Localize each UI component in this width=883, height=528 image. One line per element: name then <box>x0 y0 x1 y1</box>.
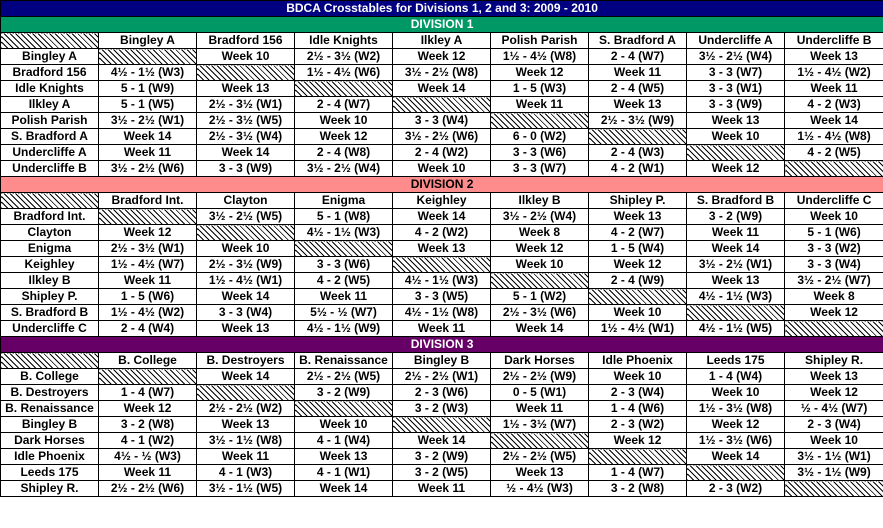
row-header: Polish Parish <box>1 113 99 129</box>
result-cell: 2½ - 3½ (W6) <box>491 305 589 321</box>
result-cell: 3½ - 2½ (W4) <box>295 161 393 177</box>
row-header: Undercliffe B <box>1 161 99 177</box>
self-cell <box>589 449 687 465</box>
result-cell: 1½ - 4½ (W2) <box>99 305 197 321</box>
result-cell: Week 11 <box>295 289 393 305</box>
result-cell: 3 - 3 (W6) <box>295 257 393 273</box>
division-banner-row <box>1 17 883 33</box>
table-row <box>1 401 883 417</box>
result-cell: Week 12 <box>687 161 785 177</box>
row-header: Bradford Int. <box>1 209 99 225</box>
result-cell: Week 14 <box>99 129 197 145</box>
result-cell: 2 - 4 (W7) <box>589 49 687 65</box>
row-header: Bingley B <box>1 417 99 433</box>
result-cell: 3 - 2 (W9) <box>687 209 785 225</box>
result-cell: Week 14 <box>785 113 883 129</box>
row-header: Idle Phoenix <box>1 449 99 465</box>
result-cell: 1½ - 4½ (W2) <box>785 65 883 81</box>
result-cell: Week 10 <box>295 113 393 129</box>
result-cell: Week 10 <box>687 385 785 401</box>
division-title: DIVISION 1 <box>1 17 883 33</box>
table-row <box>1 481 883 497</box>
division-title: DIVISION 3 <box>1 337 883 353</box>
self-cell <box>785 321 883 337</box>
column-header: Shipley P. <box>589 193 687 209</box>
crosstable-body <box>1 1 883 497</box>
column-header: Undercliffe C <box>785 193 883 209</box>
result-cell: 2½ - 3½ (W5) <box>197 113 295 129</box>
division-header-row <box>1 193 883 209</box>
row-header: Bingley A <box>1 49 99 65</box>
result-cell: 3½ - 1½ (W1) <box>785 449 883 465</box>
result-cell: 3½ - 2½ (W6) <box>99 161 197 177</box>
result-cell: Week 10 <box>785 209 883 225</box>
table-row <box>1 161 883 177</box>
self-cell <box>687 305 785 321</box>
division-banner-row <box>1 337 883 353</box>
result-cell: 1½ - 4½ (W1) <box>197 273 295 289</box>
row-header: Keighley <box>1 257 99 273</box>
result-cell: 1 - 4 (W6) <box>589 401 687 417</box>
row-header: Enigma <box>1 241 99 257</box>
result-cell: Week 14 <box>295 481 393 497</box>
result-cell: 1½ - 3½ (W8) <box>687 401 785 417</box>
result-cell: 3 - 3 (W7) <box>687 65 785 81</box>
column-header: Shipley R. <box>785 353 883 369</box>
result-cell: 4 - 2 (W2) <box>393 225 491 241</box>
self-cell <box>785 481 883 497</box>
table-row <box>1 449 883 465</box>
result-cell: 5 - 1 (W8) <box>295 209 393 225</box>
column-header: Ilkley A <box>393 33 491 49</box>
self-cell <box>295 241 393 257</box>
column-header: Enigma <box>295 193 393 209</box>
result-cell: Week 12 <box>785 305 883 321</box>
result-cell: Week 14 <box>393 209 491 225</box>
result-cell: Week 10 <box>295 417 393 433</box>
result-cell: 2½ - 3½ (W4) <box>197 129 295 145</box>
table-row <box>1 97 883 113</box>
self-cell <box>197 385 295 401</box>
column-header: Leeds 175 <box>687 353 785 369</box>
result-cell: 2½ - 2½ (W6) <box>99 481 197 497</box>
result-cell: 3 - 2 (W8) <box>589 481 687 497</box>
self-cell <box>99 369 197 385</box>
result-cell: Week 13 <box>687 113 785 129</box>
result-cell: 2½ - 3½ (W1) <box>197 97 295 113</box>
result-cell: 2 - 4 (W5) <box>589 81 687 97</box>
result-cell: 4½ - 1½ (W9) <box>295 321 393 337</box>
result-cell: Week 13 <box>589 209 687 225</box>
result-cell: 4 - 2 (W7) <box>589 225 687 241</box>
corner-cell <box>1 193 99 209</box>
result-cell: 2 - 3 (W2) <box>687 481 785 497</box>
result-cell: 3 - 3 (W6) <box>491 145 589 161</box>
result-cell: Week 11 <box>589 65 687 81</box>
table-row <box>1 433 883 449</box>
column-header: B. Destroyers <box>197 353 295 369</box>
result-cell: 2½ - 3½ (W9) <box>589 113 687 129</box>
result-cell: Week 11 <box>393 481 491 497</box>
row-header: Ilkley A <box>1 97 99 113</box>
result-cell: Week 11 <box>393 321 491 337</box>
column-header: B. College <box>99 353 197 369</box>
self-cell <box>491 273 589 289</box>
result-cell: Week 11 <box>99 273 197 289</box>
self-cell <box>393 257 491 273</box>
result-cell: 5 - 1 (W6) <box>785 225 883 241</box>
result-cell: Week 12 <box>785 385 883 401</box>
column-header: Bradford 156 <box>197 33 295 49</box>
result-cell: ½ - 4½ (W3) <box>491 481 589 497</box>
result-cell: 4½ - 1½ (W5) <box>687 321 785 337</box>
result-cell: 4 - 1 (W1) <box>295 465 393 481</box>
table-row <box>1 273 883 289</box>
result-cell: ½ - 4½ (W7) <box>785 401 883 417</box>
result-cell: Week 12 <box>393 49 491 65</box>
result-cell: 2 - 4 (W9) <box>589 273 687 289</box>
column-header: Clayton <box>197 193 295 209</box>
result-cell: 5 - 1 (W2) <box>491 289 589 305</box>
table-row <box>1 145 883 161</box>
result-cell: 2½ - 2½ (W2) <box>197 401 295 417</box>
result-cell: Week 10 <box>197 49 295 65</box>
result-cell: 3½ - 2½ (W5) <box>197 209 295 225</box>
result-cell: 2 - 3 (W6) <box>393 385 491 401</box>
result-cell: 3 - 3 (W9) <box>197 161 295 177</box>
result-cell: 3½ - 2½ (W1) <box>687 257 785 273</box>
result-cell: 3½ - 2½ (W7) <box>785 273 883 289</box>
result-cell: Week 10 <box>785 433 883 449</box>
result-cell: Week 13 <box>197 321 295 337</box>
result-cell: Week 12 <box>295 129 393 145</box>
result-cell: 3½ - 2½ (W4) <box>687 49 785 65</box>
result-cell: Week 11 <box>197 449 295 465</box>
result-cell: Week 14 <box>687 449 785 465</box>
division-banner-row <box>1 177 883 193</box>
table-row <box>1 209 883 225</box>
result-cell: 1 - 5 (W6) <box>99 289 197 305</box>
self-cell <box>589 129 687 145</box>
column-header: S. Bradford A <box>589 33 687 49</box>
result-cell: Week 12 <box>589 257 687 273</box>
result-cell: 4½ - 1½ (W3) <box>295 225 393 241</box>
result-cell: 3½ - 2½ (W8) <box>393 65 491 81</box>
result-cell: Week 14 <box>197 369 295 385</box>
table-row <box>1 257 883 273</box>
result-cell: Week 13 <box>197 81 295 97</box>
result-cell: 4 - 1 (W4) <box>295 433 393 449</box>
column-header: Undercliffe B <box>785 33 883 49</box>
result-cell: 2 - 3 (W4) <box>785 417 883 433</box>
result-cell: 2½ - 2½ (W5) <box>295 369 393 385</box>
self-cell <box>295 401 393 417</box>
corner-cell <box>1 353 99 369</box>
self-cell <box>687 465 785 481</box>
result-cell: 1 - 4 (W7) <box>589 465 687 481</box>
row-header: Shipley P. <box>1 289 99 305</box>
self-cell <box>393 97 491 113</box>
row-header: Bradford 156 <box>1 65 99 81</box>
result-cell: 4½ - 1½ (W3) <box>99 65 197 81</box>
result-cell: 5½ - ½ (W7) <box>295 305 393 321</box>
result-cell: 3 - 3 (W9) <box>687 97 785 113</box>
result-cell: 3 - 3 (W4) <box>393 113 491 129</box>
self-cell <box>295 81 393 97</box>
result-cell: Week 12 <box>99 401 197 417</box>
division-title: DIVISION 2 <box>1 177 883 193</box>
self-cell <box>99 209 197 225</box>
result-cell: 2½ - 2½ (W9) <box>491 369 589 385</box>
result-cell: Week 10 <box>491 257 589 273</box>
column-header: Idle Phoenix <box>589 353 687 369</box>
result-cell: Week 12 <box>687 417 785 433</box>
result-cell: Week 14 <box>687 241 785 257</box>
result-cell: Week 11 <box>785 81 883 97</box>
row-header: B. Destroyers <box>1 385 99 401</box>
result-cell: 3½ - 2½ (W1) <box>99 113 197 129</box>
row-header: Undercliffe A <box>1 145 99 161</box>
result-cell: Week 8 <box>785 289 883 305</box>
column-header: Ilkley B <box>491 193 589 209</box>
result-cell: Week 13 <box>589 97 687 113</box>
result-cell: 1½ - 3½ (W7) <box>491 417 589 433</box>
result-cell: Week 11 <box>491 401 589 417</box>
result-cell: Week 13 <box>491 465 589 481</box>
result-cell: 2 - 4 (W4) <box>99 321 197 337</box>
result-cell: 1 - 5 (W3) <box>491 81 589 97</box>
row-header: Undercliffe C <box>1 321 99 337</box>
result-cell: 4 - 1 (W3) <box>197 465 295 481</box>
result-cell: Week 14 <box>491 321 589 337</box>
result-cell: 2 - 4 (W8) <box>295 145 393 161</box>
row-header: Dark Horses <box>1 433 99 449</box>
result-cell: 2½ - 3½ (W2) <box>295 49 393 65</box>
table-row <box>1 385 883 401</box>
self-cell <box>785 161 883 177</box>
table-row <box>1 369 883 385</box>
column-header: Idle Knights <box>295 33 393 49</box>
column-header: Bingley A <box>99 33 197 49</box>
row-header: S. Bradford B <box>1 305 99 321</box>
result-cell: 3 - 2 (W9) <box>393 449 491 465</box>
result-cell: Week 13 <box>295 449 393 465</box>
result-cell: 3½ - 2½ (W4) <box>491 209 589 225</box>
result-cell: Week 10 <box>393 161 491 177</box>
column-header: S. Bradford B <box>687 193 785 209</box>
result-cell: 4½ - 1½ (W8) <box>393 305 491 321</box>
table-row <box>1 417 883 433</box>
result-cell: 3 - 3 (W5) <box>393 289 491 305</box>
result-cell: Week 8 <box>491 225 589 241</box>
result-cell: 2½ - 2½ (W5) <box>491 449 589 465</box>
result-cell: 4 - 1 (W2) <box>99 433 197 449</box>
title-row <box>1 1 883 17</box>
result-cell: 1½ - 4½ (W8) <box>785 129 883 145</box>
row-header: Shipley R. <box>1 481 99 497</box>
result-cell: Week 12 <box>99 225 197 241</box>
result-cell: 3½ - 1½ (W9) <box>785 465 883 481</box>
table-row <box>1 289 883 305</box>
result-cell: 3 - 2 (W8) <box>99 417 197 433</box>
result-cell: 3 - 3 (W1) <box>687 81 785 97</box>
self-cell <box>589 289 687 305</box>
result-cell: Week 12 <box>491 65 589 81</box>
page-title: BDCA Crosstables for Divisions 1, 2 and 3: 2009 - 2010 <box>1 1 883 17</box>
result-cell: 4½ - 1½ (W3) <box>393 273 491 289</box>
row-header: B. College <box>1 369 99 385</box>
column-header: Dark Horses <box>491 353 589 369</box>
row-header: B. Renaissance <box>1 401 99 417</box>
row-header: S. Bradford A <box>1 129 99 145</box>
self-cell <box>197 225 295 241</box>
result-cell: Week 13 <box>197 417 295 433</box>
self-cell <box>197 65 295 81</box>
column-header: Polish Parish <box>491 33 589 49</box>
self-cell <box>491 113 589 129</box>
self-cell <box>99 49 197 65</box>
division-header-row <box>1 33 883 49</box>
self-cell <box>687 145 785 161</box>
result-cell: 1½ - 4½ (W1) <box>589 321 687 337</box>
result-cell: 3 - 2 (W5) <box>393 465 491 481</box>
result-cell: 3 - 3 (W7) <box>491 161 589 177</box>
result-cell: 1 - 4 (W4) <box>687 369 785 385</box>
row-header: Ilkley B <box>1 273 99 289</box>
result-cell: Week 14 <box>393 433 491 449</box>
result-cell: 3½ - 1½ (W8) <box>197 433 295 449</box>
result-cell: Week 10 <box>197 241 295 257</box>
result-cell: 3 - 2 (W3) <box>393 401 491 417</box>
table-row <box>1 241 883 257</box>
table-row <box>1 305 883 321</box>
result-cell: Week 10 <box>589 305 687 321</box>
result-cell: 4 - 2 (W5) <box>295 273 393 289</box>
table-row <box>1 129 883 145</box>
result-cell: Week 13 <box>785 369 883 385</box>
result-cell: 2 - 3 (W4) <box>589 385 687 401</box>
result-cell: 1½ - 4½ (W6) <box>295 65 393 81</box>
result-cell: 3 - 3 (W4) <box>785 257 883 273</box>
table-row <box>1 49 883 65</box>
column-header: Bingley B <box>393 353 491 369</box>
result-cell: 2 - 4 (W3) <box>589 145 687 161</box>
result-cell: Week 12 <box>589 433 687 449</box>
result-cell: 1½ - 4½ (W7) <box>99 257 197 273</box>
self-cell <box>393 417 491 433</box>
column-header: Undercliffe A <box>687 33 785 49</box>
division-header-row <box>1 353 883 369</box>
result-cell: 1 - 4 (W7) <box>99 385 197 401</box>
result-cell: 3½ - 2½ (W6) <box>393 129 491 145</box>
table-row <box>1 225 883 241</box>
result-cell: Week 13 <box>687 273 785 289</box>
result-cell: 4 - 2 (W1) <box>589 161 687 177</box>
column-header: Keighley <box>393 193 491 209</box>
result-cell: 2 - 4 (W2) <box>393 145 491 161</box>
table-row <box>1 65 883 81</box>
result-cell: Week 13 <box>393 241 491 257</box>
result-cell: 0 - 5 (W1) <box>491 385 589 401</box>
result-cell: 6 - 0 (W2) <box>491 129 589 145</box>
column-header: Bradford Int. <box>99 193 197 209</box>
column-header: B. Renaissance <box>295 353 393 369</box>
row-header: Idle Knights <box>1 81 99 97</box>
result-cell: Week 13 <box>785 49 883 65</box>
result-cell: Week 11 <box>687 225 785 241</box>
result-cell: 1½ - 4½ (W8) <box>491 49 589 65</box>
result-cell: Week 11 <box>491 97 589 113</box>
result-cell: Week 12 <box>491 241 589 257</box>
table-row <box>1 113 883 129</box>
result-cell: Week 14 <box>197 145 295 161</box>
result-cell: 1 - 5 (W4) <box>589 241 687 257</box>
result-cell: 4½ - ½ (W3) <box>99 449 197 465</box>
result-cell: Week 10 <box>687 129 785 145</box>
result-cell: Week 14 <box>393 81 491 97</box>
table-row <box>1 81 883 97</box>
result-cell: 3 - 3 (W2) <box>785 241 883 257</box>
result-cell: 5 - 1 (W9) <box>99 81 197 97</box>
table-row <box>1 465 883 481</box>
result-cell: 2½ - 3½ (W1) <box>99 241 197 257</box>
result-cell: Week 10 <box>589 369 687 385</box>
result-cell: Week 14 <box>197 289 295 305</box>
result-cell: 4 - 2 (W5) <box>785 145 883 161</box>
result-cell: 2½ - 3½ (W9) <box>197 257 295 273</box>
row-header: Clayton <box>1 225 99 241</box>
result-cell: 1½ - 3½ (W6) <box>687 433 785 449</box>
corner-cell <box>1 33 99 49</box>
result-cell: 2 - 3 (W2) <box>589 417 687 433</box>
result-cell: 4 - 2 (W3) <box>785 97 883 113</box>
result-cell: 3 - 3 (W4) <box>197 305 295 321</box>
row-header: Leeds 175 <box>1 465 99 481</box>
result-cell: Week 11 <box>99 465 197 481</box>
result-cell: 2 - 4 (W7) <box>295 97 393 113</box>
result-cell: Week 11 <box>99 145 197 161</box>
result-cell: 5 - 1 (W5) <box>99 97 197 113</box>
result-cell: 3½ - 1½ (W5) <box>197 481 295 497</box>
result-cell: 2½ - 2½ (W1) <box>393 369 491 385</box>
result-cell: 3 - 2 (W9) <box>295 385 393 401</box>
result-cell: 4½ - 1½ (W3) <box>687 289 785 305</box>
self-cell <box>491 433 589 449</box>
table-row <box>1 321 883 337</box>
